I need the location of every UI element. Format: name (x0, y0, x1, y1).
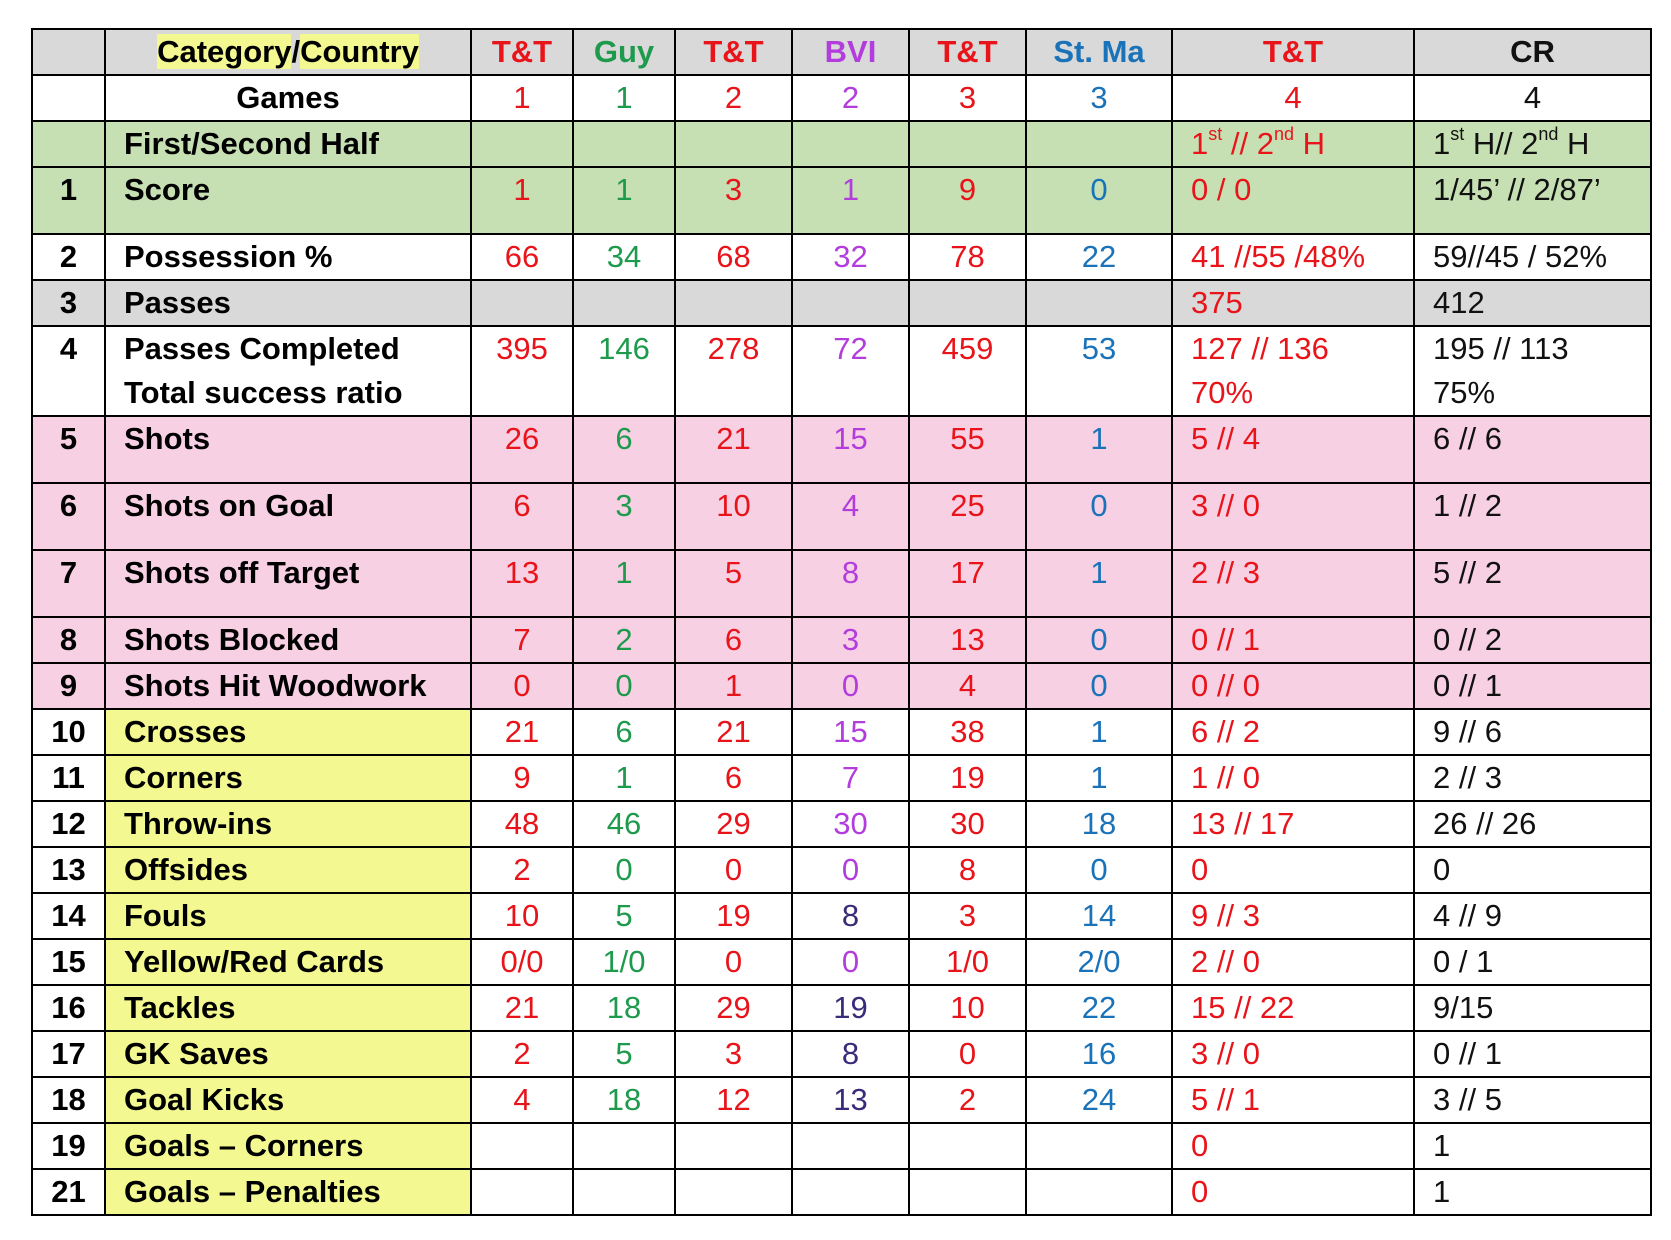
stat-value: 21 (675, 416, 792, 483)
stat-value: 16 (1026, 1031, 1172, 1077)
half-empty-cell (573, 121, 675, 167)
stat-value: 48 (471, 801, 573, 847)
stat-value: 8 (792, 1031, 909, 1077)
row-number: 14 (32, 893, 105, 939)
stat-value: 0 (1026, 663, 1172, 709)
stat-value: 10 (471, 893, 573, 939)
stat-value: 53 (1026, 326, 1172, 416)
row-label: Passes (105, 280, 471, 326)
stat-value: 0/0 (471, 939, 573, 985)
stat-value: 1 (471, 167, 573, 234)
stat-value: 1 // 2 (1414, 483, 1651, 550)
half-empty-cell (471, 121, 573, 167)
stat-row (32, 1031, 1651, 1077)
stat-value: 0 (1026, 483, 1172, 550)
stat-value: 15 // 22 (1172, 985, 1414, 1031)
stat-value: 19 (909, 755, 1026, 801)
stat-value: 17 (909, 550, 1026, 617)
stat-value: 0 (909, 1031, 1026, 1077)
games-value: 4 (1414, 75, 1651, 121)
row-label: Goal Kicks (105, 1077, 471, 1123)
team-header-cr: CR (1414, 29, 1651, 75)
stat-value: 6 (471, 483, 573, 550)
stat-row (32, 326, 1651, 416)
stat-value: 278 (675, 326, 792, 416)
stat-value: 8 (792, 893, 909, 939)
half-tt-cell (1172, 121, 1414, 167)
stat-value: 8 (792, 550, 909, 617)
stat-value: 2 (471, 847, 573, 893)
stat-value: 68 (675, 234, 792, 280)
row-label (105, 326, 471, 416)
stat-value: 9 (471, 755, 573, 801)
stat-value: 1/45’ // 2/87’ (1414, 167, 1651, 234)
row-number: 12 (32, 801, 105, 847)
header-category-cell (105, 29, 471, 75)
row-label: Fouls (105, 893, 471, 939)
games-label: Games (105, 75, 471, 121)
stat-value: 10 (675, 483, 792, 550)
games-value: 1 (573, 75, 675, 121)
stat-value: 19 (792, 985, 909, 1031)
stat-value: 5 (573, 1031, 675, 1077)
stat-value: 9 (909, 167, 1026, 234)
stat-value: 13 // 17 (1172, 801, 1414, 847)
stat-value: 15 (792, 709, 909, 755)
stat-value: 32 (792, 234, 909, 280)
stat-value: 4 // 9 (1414, 893, 1651, 939)
stat-value: 0 (792, 939, 909, 985)
stat-value: 3 (675, 1031, 792, 1077)
stat-value: 2 // 3 (1172, 550, 1414, 617)
row-label: Yellow/Red Cards (105, 939, 471, 985)
stat-value: 2 (573, 617, 675, 663)
stat-row (32, 985, 1651, 1031)
stat-value: 1 (573, 550, 675, 617)
stat-value: 0 // 1 (1172, 617, 1414, 663)
stat-value: 3 (792, 617, 909, 663)
stat-value: 0 (675, 939, 792, 985)
stat-value (1026, 280, 1172, 326)
stat-value: 3 // 5 (1414, 1077, 1651, 1123)
row-number: 1 (32, 167, 105, 234)
stat-value: 46 (573, 801, 675, 847)
stat-value (573, 280, 675, 326)
half-tt-s2: nd (1273, 124, 1294, 144)
row-label: Crosses (105, 709, 471, 755)
stat-row (32, 939, 1651, 985)
stat-value (792, 1169, 909, 1215)
stat-value: 5 (573, 893, 675, 939)
row-label: Goals – Corners (105, 1123, 471, 1169)
games-num-cell (32, 75, 105, 121)
row-label: Shots Blocked (105, 617, 471, 663)
stat-value: 0 // 1 (1414, 663, 1651, 709)
row-label: Score (105, 167, 471, 234)
row-label: Shots on Goal (105, 483, 471, 550)
stat-value-line: 127 // 136 (1191, 331, 1329, 366)
stat-row (32, 709, 1651, 755)
row-number: 7 (32, 550, 105, 617)
row-number: 18 (32, 1077, 105, 1123)
row-number: 15 (32, 939, 105, 985)
stat-value: 22 (1026, 985, 1172, 1031)
stat-value: 66 (471, 234, 573, 280)
stat-value (1026, 1123, 1172, 1169)
stat-value: 2 (471, 1031, 573, 1077)
success-ratio: 75% (1433, 375, 1496, 410)
team-header-tt-2: T&T (675, 29, 792, 75)
stat-value: 12 (675, 1077, 792, 1123)
stat-value (909, 280, 1026, 326)
stat-row (32, 755, 1651, 801)
stat-value: 0 // 2 (1414, 617, 1651, 663)
success-ratio: 70% (1191, 375, 1254, 410)
stat-value: 3 (909, 893, 1026, 939)
stat-value: 1 (1026, 550, 1172, 617)
row-label: Possession % (105, 234, 471, 280)
stat-row (32, 1077, 1651, 1123)
stat-value: 0 // 1 (1414, 1031, 1651, 1077)
half-tt-p2: // 2 (1222, 126, 1274, 161)
stat-value (675, 280, 792, 326)
half-cr-s1: st (1450, 124, 1465, 144)
stat-value (1414, 326, 1651, 416)
stat-value: 0 // 0 (1172, 663, 1414, 709)
stat-value: 2 (909, 1077, 1026, 1123)
stat-value: 10 (909, 985, 1026, 1031)
stat-row (32, 416, 1651, 483)
games-value: 2 (675, 75, 792, 121)
half-empty-cell (1026, 121, 1172, 167)
stat-value (1026, 1169, 1172, 1215)
stat-value: 7 (471, 617, 573, 663)
half-tt-p1: 1 (1191, 126, 1209, 161)
stat-value: 1 (1026, 416, 1172, 483)
stat-value (675, 1123, 792, 1169)
row-number: 11 (32, 755, 105, 801)
stat-value: 6 // 2 (1172, 709, 1414, 755)
stat-value: 5 (675, 550, 792, 617)
stat-value: 1 (1026, 755, 1172, 801)
stat-value: 7 (792, 755, 909, 801)
stat-value (471, 1169, 573, 1215)
stat-value: 0 / 0 (1172, 167, 1414, 234)
stat-value: 1 (675, 663, 792, 709)
stat-value: 5 // 2 (1414, 550, 1651, 617)
row-label: Corners (105, 755, 471, 801)
stat-value: 0 (675, 847, 792, 893)
header-num-cell (32, 29, 105, 75)
stat-value: 459 (909, 326, 1026, 416)
stat-value: 18 (573, 1077, 675, 1123)
stat-value-line: 195 // 113 (1433, 331, 1569, 366)
stat-value: 9 // 3 (1172, 893, 1414, 939)
stat-value: 412 (1414, 280, 1651, 326)
match-stats-table (31, 28, 1652, 1216)
stat-value: 22 (1026, 234, 1172, 280)
games-value: 2 (792, 75, 909, 121)
stat-value: 41 //55 /48% (1172, 234, 1414, 280)
stat-row (32, 1169, 1651, 1215)
stat-value (471, 280, 573, 326)
stat-value: 13 (471, 550, 573, 617)
stat-value: 21 (471, 985, 573, 1031)
stat-value: 0 (1026, 167, 1172, 234)
stat-value: 38 (909, 709, 1026, 755)
stat-value: 0 (1172, 847, 1414, 893)
row-label: Shots (105, 416, 471, 483)
row-number: 5 (32, 416, 105, 483)
stat-value: 1 (1414, 1169, 1651, 1215)
stat-value: 1 (573, 755, 675, 801)
stat-row (32, 663, 1651, 709)
games-value: 3 (1026, 75, 1172, 121)
stat-value: 395 (471, 326, 573, 416)
stat-row (32, 550, 1651, 617)
stat-row (32, 167, 1651, 234)
stat-value: 1/0 (573, 939, 675, 985)
stat-value: 0 (471, 663, 573, 709)
stat-value: 5 // 4 (1172, 416, 1414, 483)
stat-value (573, 1169, 675, 1215)
stat-value: 2 // 0 (1172, 939, 1414, 985)
stat-value: 21 (675, 709, 792, 755)
stat-value: 29 (675, 801, 792, 847)
half-label: First/Second Half (105, 121, 471, 167)
row-number: 16 (32, 985, 105, 1031)
stat-value: 5 // 1 (1172, 1077, 1414, 1123)
team-header-stma: St. Ma (1026, 29, 1172, 75)
stat-value: 3 (573, 483, 675, 550)
row-number: 21 (32, 1169, 105, 1215)
stat-row (32, 280, 1651, 326)
header-country: Country (300, 34, 419, 69)
half-empty-cell (675, 121, 792, 167)
stat-value: 29 (675, 985, 792, 1031)
row-label: GK Saves (105, 1031, 471, 1077)
row-label-line: Total success ratio (124, 375, 403, 410)
stat-value: 3 // 0 (1172, 483, 1414, 550)
stat-row (32, 234, 1651, 280)
stat-row (32, 617, 1651, 663)
games-row (32, 75, 1651, 121)
stat-value: 59//45 / 52% (1414, 234, 1651, 280)
stat-value: 25 (909, 483, 1026, 550)
games-value: 1 (471, 75, 573, 121)
stat-value (909, 1123, 1026, 1169)
team-header-tt-4: T&T (1172, 29, 1414, 75)
stat-value: 55 (909, 416, 1026, 483)
stat-value (471, 1123, 573, 1169)
row-number: 3 (32, 280, 105, 326)
stat-value: 30 (792, 801, 909, 847)
stat-value: 4 (471, 1077, 573, 1123)
team-header-tt-3: T&T (909, 29, 1026, 75)
stat-value: 15 (792, 416, 909, 483)
stat-value: 1 (573, 167, 675, 234)
stat-value: 26 // 26 (1414, 801, 1651, 847)
half-cr-cell (1414, 121, 1651, 167)
stat-value (675, 1169, 792, 1215)
team-header-bvi: BVI (792, 29, 909, 75)
stat-row (32, 847, 1651, 893)
header-row (32, 29, 1651, 75)
stat-value: 146 (573, 326, 675, 416)
stat-value: 0 (1172, 1123, 1414, 1169)
stat-value: 3 (675, 167, 792, 234)
stat-value: 6 (675, 617, 792, 663)
row-label: Offsides (105, 847, 471, 893)
stat-value: 0 (792, 847, 909, 893)
stat-value (573, 1123, 675, 1169)
row-label: Goals – Penalties (105, 1169, 471, 1215)
half-num-cell (32, 121, 105, 167)
stat-value: 30 (909, 801, 1026, 847)
row-number: 4 (32, 326, 105, 416)
stat-value: 18 (1026, 801, 1172, 847)
half-tt-s1: st (1208, 124, 1223, 144)
team-header-tt-1: T&T (471, 29, 573, 75)
stat-value: 1/0 (909, 939, 1026, 985)
header-slash: / (291, 34, 301, 69)
stat-value: 9/15 (1414, 985, 1651, 1031)
header-category: Category (157, 34, 292, 69)
stat-value: 1 (1026, 709, 1172, 755)
stat-value: 18 (573, 985, 675, 1031)
stat-value: 9 // 6 (1414, 709, 1651, 755)
stat-value: 26 (471, 416, 573, 483)
row-label: Throw-ins (105, 801, 471, 847)
stat-value: 4 (792, 483, 909, 550)
row-number: 13 (32, 847, 105, 893)
stat-value: 0 (573, 663, 675, 709)
stat-value: 8 (909, 847, 1026, 893)
half-empty-cell (909, 121, 1026, 167)
stat-value: 0 (792, 663, 909, 709)
row-number: 2 (32, 234, 105, 280)
stat-value: 2/0 (1026, 939, 1172, 985)
row-number: 19 (32, 1123, 105, 1169)
row-number: 17 (32, 1031, 105, 1077)
stat-value: 0 / 1 (1414, 939, 1651, 985)
half-tt-p3: H (1294, 126, 1325, 161)
stat-value: 0 (573, 847, 675, 893)
stat-row (32, 1123, 1651, 1169)
stat-value (792, 1123, 909, 1169)
row-label: Shots off Target (105, 550, 471, 617)
stat-value: 34 (573, 234, 675, 280)
stat-row (32, 483, 1651, 550)
stat-value: 1 (1414, 1123, 1651, 1169)
games-value: 3 (909, 75, 1026, 121)
row-label-line: Passes Completed (124, 331, 400, 366)
stat-value (909, 1169, 1026, 1215)
half-cr-p1: 1 (1433, 126, 1451, 161)
stat-value: 19 (675, 893, 792, 939)
stat-value: 3 // 0 (1172, 1031, 1414, 1077)
stat-value: 6 (675, 755, 792, 801)
games-value: 4 (1172, 75, 1414, 121)
stat-value: 13 (792, 1077, 909, 1123)
stat-value: 2 // 3 (1414, 755, 1651, 801)
half-cr-p3: H (1558, 126, 1590, 161)
stat-value: 0 (1026, 617, 1172, 663)
half-empty-cell (792, 121, 909, 167)
row-number: 6 (32, 483, 105, 550)
stat-rows (32, 167, 1651, 1215)
stat-row (32, 801, 1651, 847)
stat-row (32, 893, 1651, 939)
stat-value: 78 (909, 234, 1026, 280)
half-cr-p2: H// 2 (1464, 126, 1539, 161)
stat-value: 6 (573, 709, 675, 755)
stat-value: 6 (573, 416, 675, 483)
row-label: Tackles (105, 985, 471, 1031)
team-header-guy: Guy (573, 29, 675, 75)
half-row (32, 121, 1651, 167)
row-number: 9 (32, 663, 105, 709)
stat-value: 72 (792, 326, 909, 416)
stat-value: 6 // 6 (1414, 416, 1651, 483)
stat-value: 1 // 0 (1172, 755, 1414, 801)
row-number: 10 (32, 709, 105, 755)
stat-value: 0 (1026, 847, 1172, 893)
stat-value (1172, 326, 1414, 416)
row-number: 8 (32, 617, 105, 663)
stat-value: 0 (1414, 847, 1651, 893)
row-label: Shots Hit Woodwork (105, 663, 471, 709)
stat-value: 14 (1026, 893, 1172, 939)
stat-value: 24 (1026, 1077, 1172, 1123)
stat-value: 21 (471, 709, 573, 755)
stat-value: 375 (1172, 280, 1414, 326)
stat-value: 1 (792, 167, 909, 234)
half-cr-s2: nd (1538, 124, 1559, 144)
stat-value: 4 (909, 663, 1026, 709)
stat-value: 13 (909, 617, 1026, 663)
stat-value: 0 (1172, 1169, 1414, 1215)
stat-value (792, 280, 909, 326)
